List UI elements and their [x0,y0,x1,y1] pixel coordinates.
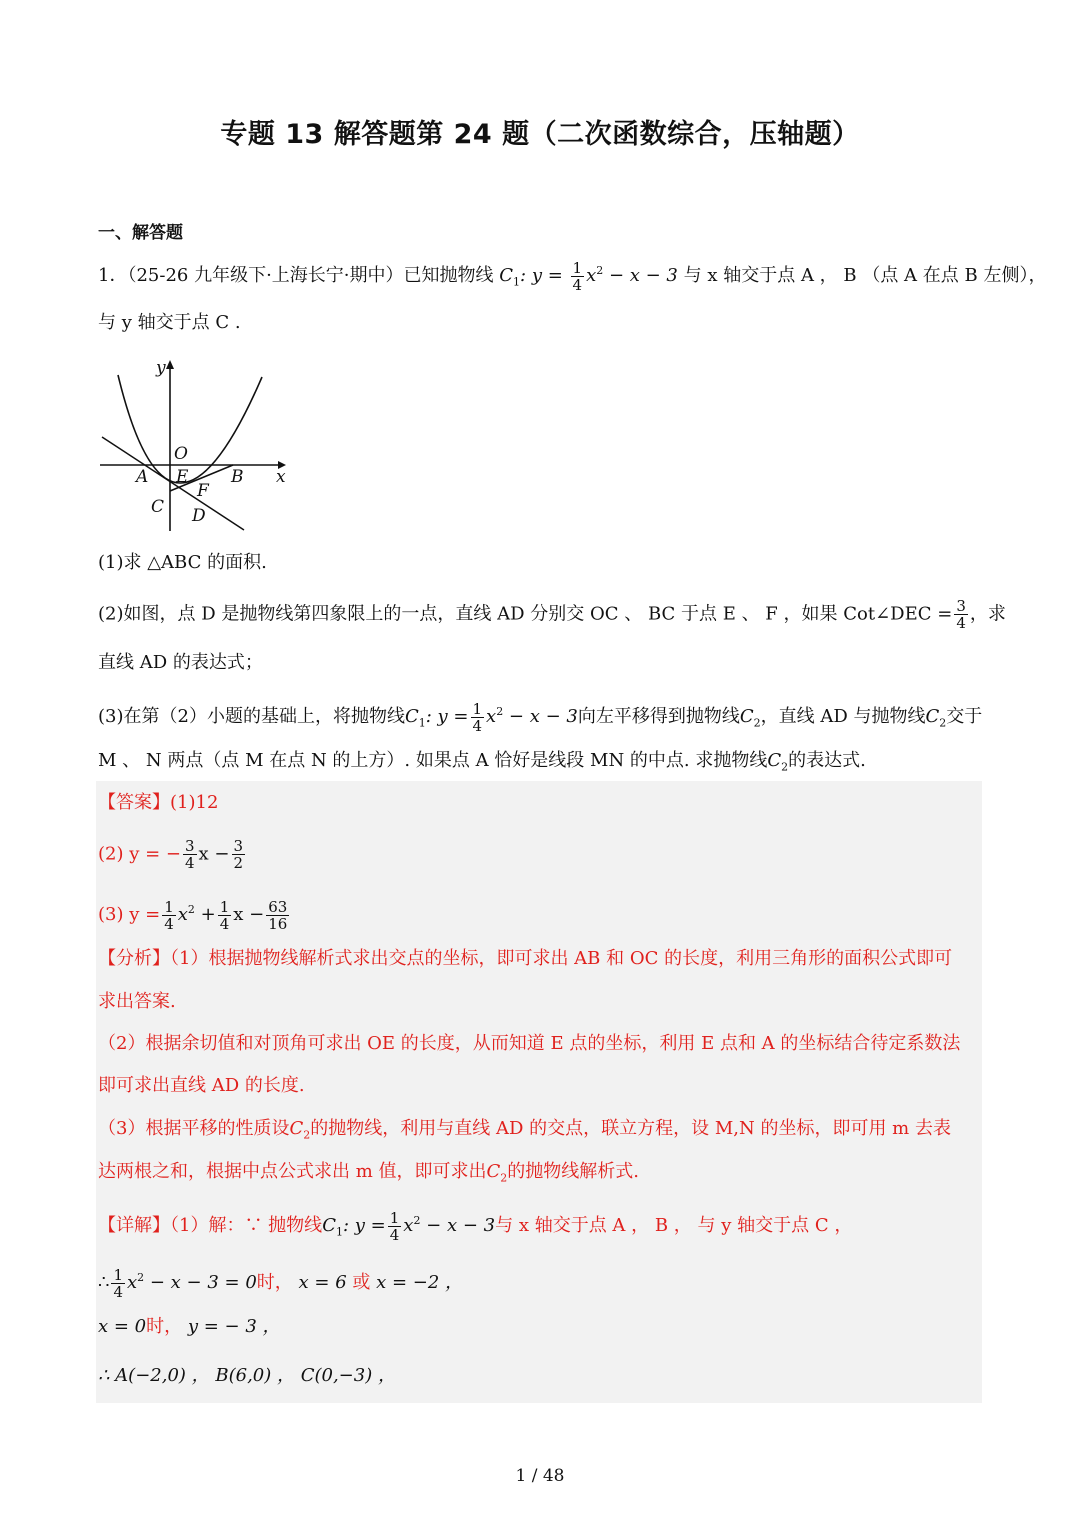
analysis-line1: 【分析】（1）根据抛物线解析式求出交点的坐标，即可求出 AB 和 OC 的长度，利用三角形的面积公式即可 [98,948,953,969]
y-axis-arrow [166,360,174,369]
label-b: B [231,467,244,487]
part2-line2: 直线 AD 的表达式； [98,652,263,673]
detail-label: 【详解】 [98,1215,170,1236]
label-f: F [197,481,209,501]
label-a: A [136,467,149,487]
analysis-line2: 求出答案. [98,991,176,1012]
label-c: C [151,497,165,517]
part3-line1: (3)在第（2）小题的基础上，将抛物线$C_1$: y = $\frac{1}{4}$ $x^2 - x - 3$向左平移得到抛物线$C_2$，直线 AD 与抛物线$C_2$交于 [98,699,983,735]
part3-line2: M 、 N 两点（点 M 在点 N 的上方）. 如果点 A 恰好是线段 MN 的中点. 求抛物线$C_2$的表达式. [98,750,866,774]
answer-line2: (2) y = − $\frac{3}{4}$ x − $\frac{3}{2}$ [98,837,244,872]
parabola-figure [96,355,296,535]
detail-line2: ∴ $\frac{1}{4}$ $x^2 - x - 3 = 0$时， x = 6 或 x = −2 ， [98,1265,464,1301]
part2-line1: (2)如图，点 D 是抛物线第四象限上的一点，直线 AD 分别交 OC 、 BC 于点 E 、 F ，如果 Cot∠DEC = $\frac{3}{4}$ ，求 [98,597,1006,632]
page-title: 专题 13 解答题第 24 题（二次函数综合，压轴题） [220,119,860,150]
analysis-line3: （2）根据余切值和对顶角可求出 OE 的长度，从而知道 E 点的坐标，利用 E 点和 A 的坐标结合待定系数法 [98,1033,961,1054]
analysis-line4: 即可求出直线 AD 的长度. [98,1075,305,1096]
detail-line1: 【详解】（1）解：∵ 抛物线$C_1$: y = $\frac{1}{4}$ $x^2 - x - 3$与 x 轴交于点 A ， B ， 与 y 轴交于点 C ， [98,1208,853,1244]
analysis-line6: 达两根之和，根据中点公式求出 m 值，即可求出$C_2$的抛物线解析式. [98,1161,640,1185]
fraction-one-quarter: $\frac{1}{4}$ [572,258,583,294]
question-intro-line1: 1．（25-26 九年级下·上海长宁·期中）已知抛物线 $C_1$: y = $\frac{1}{4}$ $x^2 - x - 3$ 与 x 轴交于点 A ， B （点 A 在点 B 左侧）， [98,258,1047,294]
analysis-line5: （3）根据平移的性质设$C_2$的抛物线，利用与直线 AD 的交点，联立方程，设 M,N 的坐标，即可用 m 去表 [98,1118,951,1142]
fraction-three-quarters: $\frac{3}{4}$ [956,597,966,632]
label-y: y [156,358,166,378]
label-x: x [276,467,286,487]
detail-line4: ∴ A(−2,0) ， B(6,0) ， C(0,−3) ， [98,1365,396,1386]
answer-label: 【答案】 [98,792,170,813]
detail-line3: x = 0时， y = − 3 ， [98,1316,281,1337]
question-intro-line2: 与 y 轴交于点 C . [98,312,241,333]
label-o: O [174,444,188,464]
page-number: 1 / 48 [515,1466,565,1486]
part1-text: (1)求 △ABC 的面积. [98,552,267,573]
answer-line3: (3) y = $\frac{1}{4}$ $x^2$ + $\frac{1}{4}$ x − $\frac{63}{16}$ [98,897,288,933]
analysis-label: 【分析】 [98,948,170,969]
section-heading: 一、解答题 [98,223,183,243]
label-d: D [192,506,206,526]
label-e: E [176,467,189,487]
answer-line1: 【答案】(1)12 [98,792,219,813]
